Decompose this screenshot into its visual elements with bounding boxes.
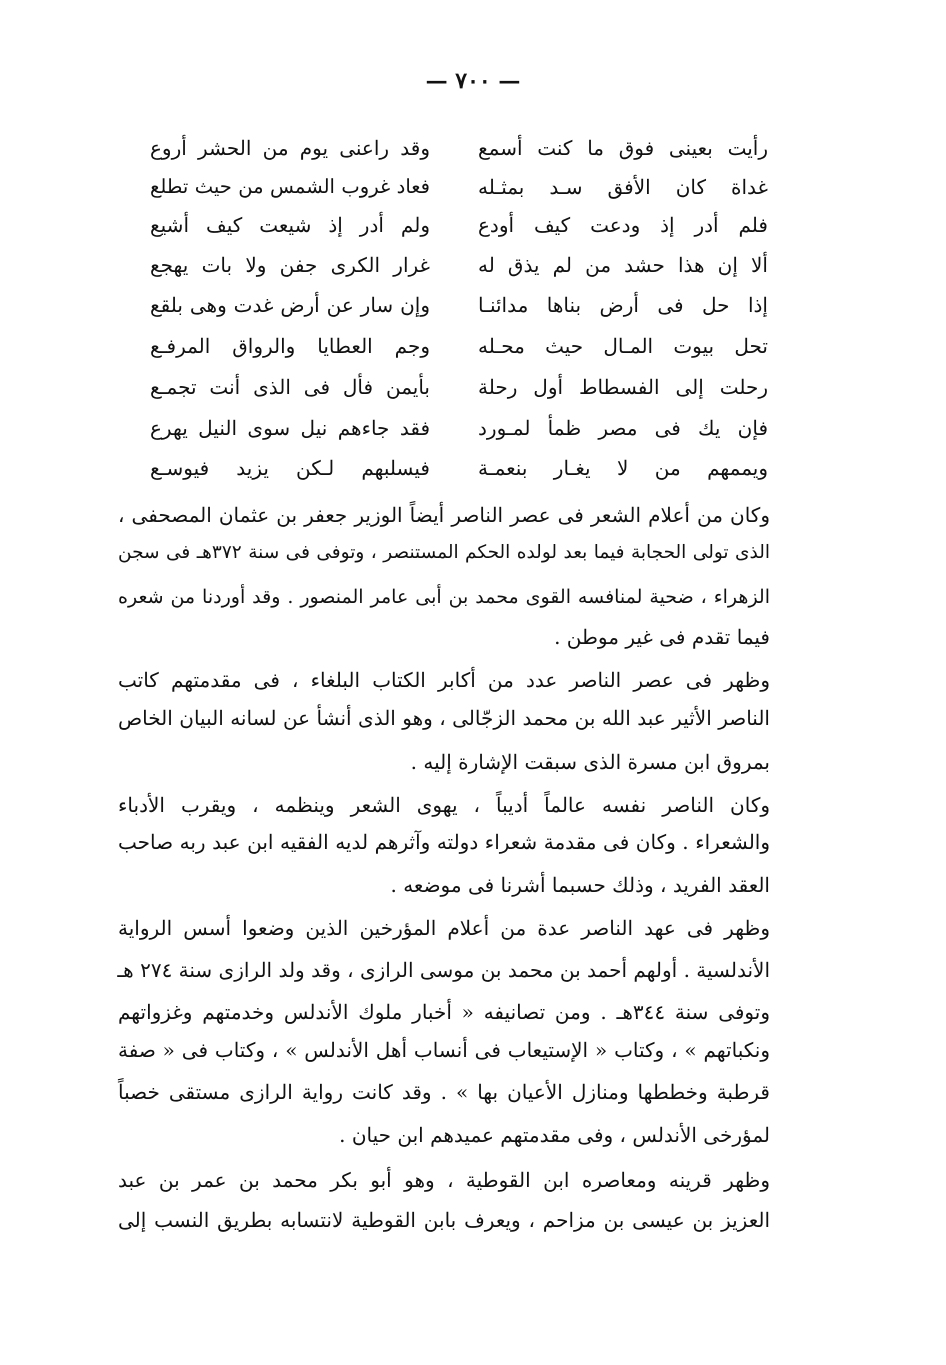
verse-hemistich-right: رحلت إلى الفسطاط أول رحلة [478, 375, 768, 399]
verse-hemistich-right: فلم أدر إذ ودعت كيف أودع [478, 213, 768, 237]
text-line: فيما تقدم فى غير موطن . [554, 625, 770, 649]
verse-hemistich-left: غرار الكرى جفن ولا بات يهجع [150, 253, 430, 277]
text-line: لمؤرخى الأندلس ، وفى مقدمتهم عميدهم ابن حيان . [339, 1123, 770, 1147]
verse-hemistich-left: فقد جاءهم نيل سوى النيل يهرع [150, 416, 430, 440]
text-line: وظهر قرينه ومعاصره ابن القوطية ، وهو أبو بكر محمد بن عمر بن عبد [118, 1168, 770, 1192]
text-line: ونكباتهم » ، وكتاب « الإستيعاب فى أنساب أهل الأندلس » ، وكتاب فى « صفة [118, 1038, 770, 1062]
text-line: وكان من أعلام الشعر فى عصر الناصر أيضاً الوزير جعفر بن عثمان المصحفى ، [118, 503, 770, 527]
text-line: العقد الفريد ، وذلك حسبما أشرنا فى موضعه . [390, 873, 770, 897]
verse-hemistich-right: تحل بيوت المـال حيث محـله [478, 334, 768, 358]
text-line: الأندلسية . أولهم أحمد بن محمد بن موسى الرازى ، وقد ولد الرازى سنة ٢٧٤ هـ [117, 958, 770, 982]
text-line: وكان الناصر نفسه عالماً أديباً ، يهوى الشعر وينظمه ، ويقرب الأدباء [118, 793, 770, 817]
verse-hemistich-left: ولم أدر إذ شيعت كيف أشيع [150, 213, 430, 237]
verse-hemistich-right: ألا إن هذا حشد من لم يذق له [478, 253, 768, 277]
verse-hemistich-right: غداة كان الأفق سـد بمثـله [478, 175, 768, 199]
text-line: الذى تولى الحجابة فيما بعد لولده الحكم المستنصر ، وتوفى فى سنة ٣٧٢هـ فى سجن [118, 542, 770, 563]
verse-hemistich-left: بأيمن فأل فى الذى أنت تجمـع [150, 375, 430, 399]
verse-hemistich-right: ويممهم من لا يغـار بنعمـة [478, 456, 768, 480]
text-line: بمروق ابن مسرة الذى سبقت الإشارة إليه . [410, 750, 770, 774]
text-line: وتوفى سنة ٣٤٤هـ . ومن تصانيفه « أخبار ملوك الأندلس وخدمتهم وغزواتهم [118, 1000, 770, 1024]
verse-hemistich-left: فيسلبهم لـكن يزيد فيوسـع [150, 456, 430, 480]
text-line: وظهر فى عصر الناصر عدد من أكابر الكتاب البلغاء ، فى مقدمتهم كاتب [118, 668, 770, 692]
text-line: قرطبة وخططها ومنازل الأعيان بها » . وقد كانت رواية الرازى مستقى خصباً [118, 1080, 770, 1104]
text-line: العزيز بن عيسى بن مزاحم ، ويعرف بابن القوطية لانتسابه بطريق النسب إلى [118, 1208, 770, 1232]
page-number: — ٧٠٠ — [425, 68, 521, 94]
verse-hemistich-left: وإن سار عن أرض غدت وهى بلقع [150, 293, 430, 317]
verse-hemistich-left: وجم العطايا والرواق المرفـع [150, 334, 430, 358]
text-line: الزهراء ، ضحية لمنافسه القوى محمد بن أبى عامر المنصور . وقد أوردنا من شعره [118, 586, 770, 608]
verse-hemistich-right: رأيت بعينى فوق ما كنت أسمع [478, 136, 768, 160]
verse-hemistich-right: فإن يك فى مصر ظمأ لمـورد [478, 416, 768, 440]
text-line: الناصر الأثير عبد الله بن محمد الزجّالى ، وهو الذى أنشأ عن لسانه البيان الخاص [118, 706, 770, 730]
verse-hemistich-right: إذا حل فى أرض بناها مدائنـا [478, 293, 768, 317]
verse-hemistich-left: وقد راعنى يوم من الحشر أروع [150, 136, 430, 160]
text-line: وظهر فى عهد الناصر عدة من أعلام المؤرخين الذين وضعوا أسس الرواية [118, 916, 770, 940]
verse-hemistich-left: فعاد غروب الشمس من حيث تطلع [150, 175, 430, 198]
text-line: والشعراء . وكان فى مقدمة شعراء دولته وآثرهم لديه الفقيه ابن عبد ربه صاحب [118, 830, 771, 854]
